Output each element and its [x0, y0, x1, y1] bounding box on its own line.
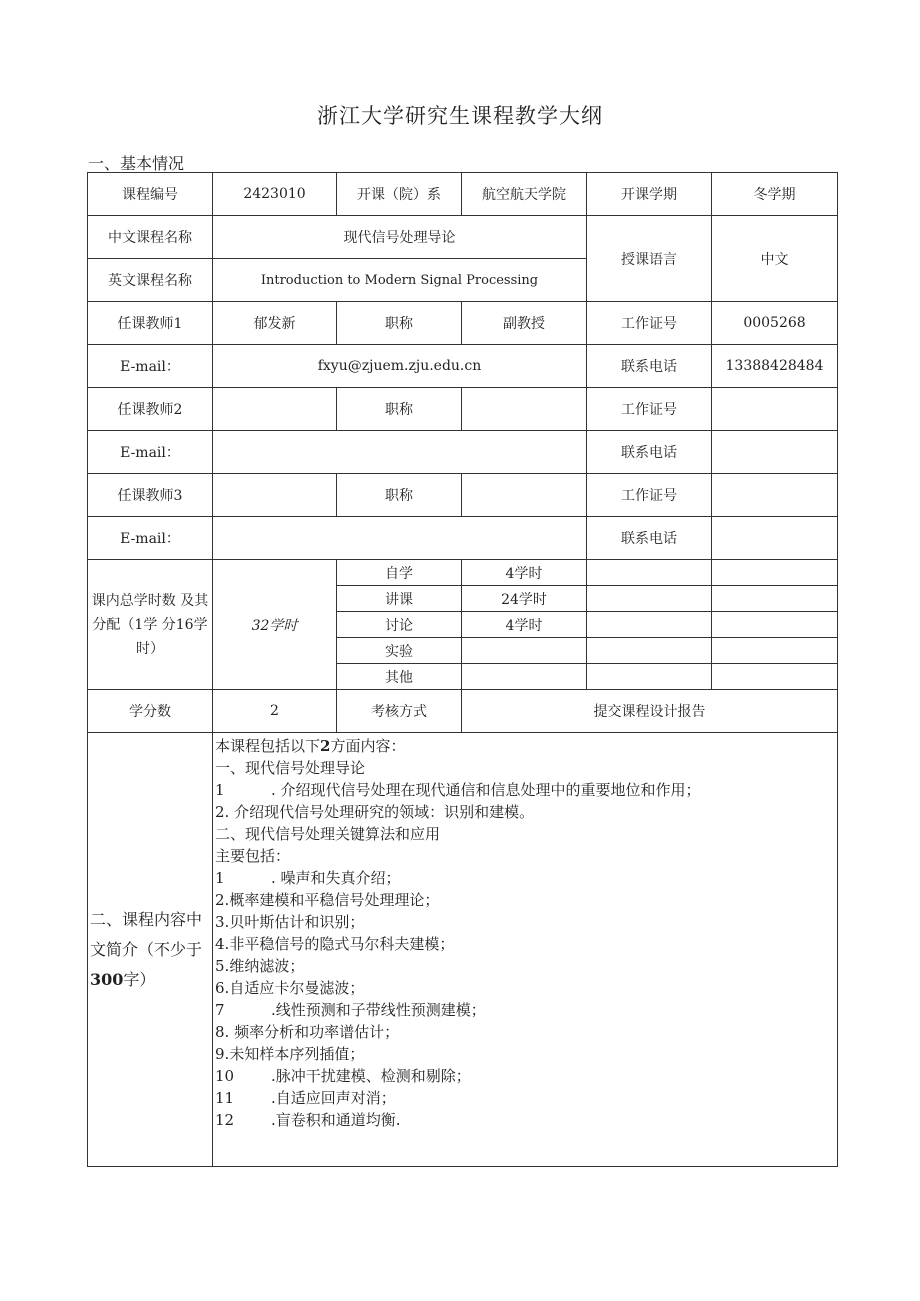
course-info-table [87, 172, 838, 1167]
lang-value: 中文 [712, 216, 838, 302]
list-item: 5.维纳滤波； [215, 957, 305, 975]
list-item: 1 . 介绍现代信号处理在现代通信和信息处理中的重要地位和作用； [215, 781, 701, 799]
hours-empty [712, 664, 838, 690]
list-item: 12 .盲卷积和通道均衡. [215, 1111, 401, 1129]
content-part1-heading: 一、现代信号处理导论 [215, 759, 366, 777]
row-teacher2-contact [88, 431, 838, 474]
list-item: 10 .脉冲干扰建模、检测和剔除； [215, 1067, 471, 1085]
term-label: 开课学期 [587, 173, 712, 216]
teacher1-id: 0005268 [712, 302, 838, 345]
content-intro: 本课程包括以下2方面内容： [215, 737, 406, 755]
row-course-code [88, 173, 838, 216]
hours-empty [712, 638, 838, 664]
credits-label: 学分数 [88, 690, 213, 733]
teacher2-title [462, 388, 587, 431]
hours-value: 4学时 [462, 560, 587, 586]
list-item: 11 .自适应回声对消； [215, 1089, 396, 1107]
content-body [213, 733, 838, 1167]
teacher1-label: 任课教师1 [88, 302, 213, 345]
row-teacher3 [88, 474, 838, 517]
teacher3-email-label: E-mail： [88, 517, 213, 560]
hours-label: 课内总学时数 及其分配（1学 分16学时） [88, 560, 213, 690]
list-item: 4.非平稳信号的隐式马尔科夫建模； [215, 935, 455, 953]
teacher2-phone-label: 联系电话 [587, 431, 712, 474]
teacher3-id [712, 474, 838, 517]
hours-type: 实验 [337, 638, 462, 664]
hours-empty [587, 612, 712, 638]
hours-value [462, 664, 587, 690]
teacher2-phone [712, 431, 838, 474]
en-name-value: Introduction to Modern Signal Processing [213, 259, 587, 302]
hours-type: 讲课 [337, 586, 462, 612]
dept-value: 航空航天学院 [462, 173, 587, 216]
row-teacher3-contact [88, 517, 838, 560]
content-label-text: 二、课程内容中文简介（不少于 [90, 909, 203, 959]
hours-value: 24学时 [462, 586, 587, 612]
teacher2-id-label: 工作证号 [587, 388, 712, 431]
teacher1-email-label: E-mail： [88, 345, 213, 388]
lang-label: 授课语言 [587, 216, 712, 302]
term-value: 冬学期 [712, 173, 838, 216]
teacher3-title-label: 职称 [337, 474, 462, 517]
hours-value [462, 638, 587, 664]
row-cn-name [88, 216, 838, 259]
hours-type: 自学 [337, 560, 462, 586]
row-teacher1-contact [88, 345, 838, 388]
page-title: 浙江大学研究生课程教学大纲 [317, 104, 603, 128]
list-item: 6.自适应卡尔曼滤波； [215, 979, 365, 997]
list-item: 3.贝叶斯估计和识别； [215, 913, 365, 931]
section-heading: 一、基本情况 [88, 154, 185, 173]
content-label [88, 733, 213, 1167]
teacher2-id [712, 388, 838, 431]
hours-type: 其他 [337, 664, 462, 690]
content-label-number: 300 [90, 969, 124, 989]
row-content [88, 733, 838, 1167]
teacher3-phone-label: 联系电话 [587, 517, 712, 560]
teacher3-phone [712, 517, 838, 560]
teacher3-title [462, 474, 587, 517]
content-part2-heading: 二、现代信号处理关键算法和应用 [215, 825, 441, 843]
teacher2-label: 任课教师2 [88, 388, 213, 431]
teacher1-email: fxyu@zjuem.zju.edu.cn [213, 345, 587, 388]
cn-name-value: 现代信号处理导论 [213, 216, 587, 259]
assess-label: 考核方式 [337, 690, 462, 733]
dept-label: 开课（院）系 [337, 173, 462, 216]
teacher2-email-label: E-mail： [88, 431, 213, 474]
content-label-suffix: 字） [123, 969, 156, 989]
row-hours-1 [88, 560, 838, 586]
teacher3-label: 任课教师3 [88, 474, 213, 517]
teacher1-title: 副教授 [462, 302, 587, 345]
teacher1-title-label: 职称 [337, 302, 462, 345]
assess-value: 提交课程设计报告 [462, 690, 838, 733]
hours-empty [712, 560, 838, 586]
content-part2-sub: 主要包括： [215, 847, 291, 865]
hours-type: 讨论 [337, 612, 462, 638]
teacher1-name: 郁发新 [213, 302, 337, 345]
hours-value: 4学时 [462, 612, 587, 638]
hours-empty [587, 664, 712, 690]
list-item: 2. 介绍现代信号处理研究的领域：识别和建模。 [215, 803, 535, 821]
hours-empty [587, 560, 712, 586]
teacher3-id-label: 工作证号 [587, 474, 712, 517]
list-item: 7 .线性预测和子带线性预测建模； [215, 1001, 486, 1019]
teacher1-id-label: 工作证号 [587, 302, 712, 345]
teacher3-email [213, 517, 587, 560]
list-item: 8. 频率分析和功率谱估计； [215, 1023, 400, 1041]
hours-empty [712, 586, 838, 612]
teacher1-phone: 13388428484 [712, 345, 838, 388]
list-item: 2.概率建模和平稳信号处理理论； [215, 891, 440, 909]
en-name-label: 英文课程名称 [88, 259, 213, 302]
list-item: 9.未知样本序列插值； [215, 1045, 365, 1063]
course-code-value: 2423010 [213, 173, 337, 216]
teacher2-email [213, 431, 587, 474]
teacher1-phone-label: 联系电话 [587, 345, 712, 388]
hours-total: 32学时 [213, 560, 337, 690]
list-item: 1 . 噪声和失真介绍； [215, 869, 401, 887]
teacher3-name [213, 474, 337, 517]
hours-empty [587, 586, 712, 612]
credits-value: 2 [213, 690, 337, 733]
teacher2-name [213, 388, 337, 431]
course-code-label: 课程编号 [88, 173, 213, 216]
row-teacher2 [88, 388, 838, 431]
hours-empty [712, 612, 838, 638]
teacher2-title-label: 职称 [337, 388, 462, 431]
row-teacher1 [88, 302, 838, 345]
row-credits [88, 690, 838, 733]
cn-name-label: 中文课程名称 [88, 216, 213, 259]
hours-empty [587, 638, 712, 664]
